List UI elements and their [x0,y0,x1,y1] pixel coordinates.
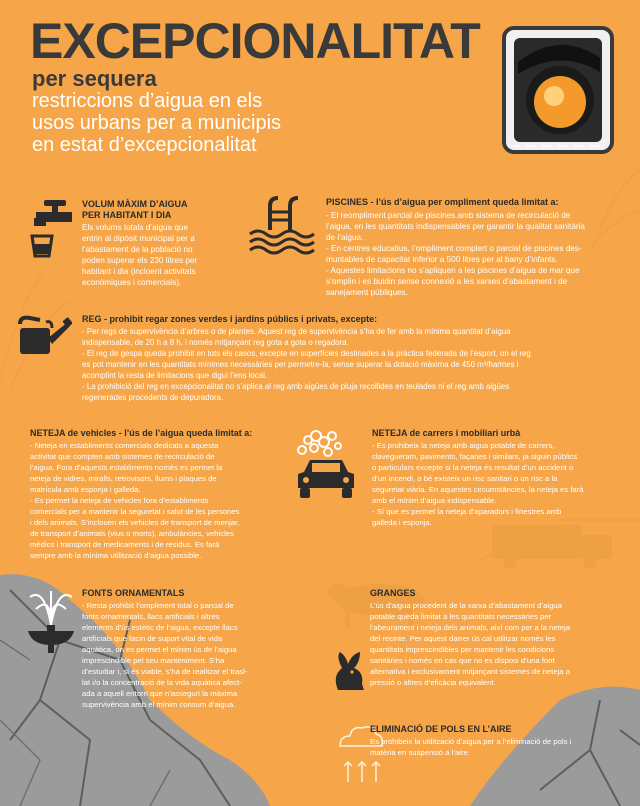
body-line: - En centres educatius, l’ompliment complert o parcial de piscines des- [326,244,582,253]
body-line: - El reg de gespa queda prohibit en tots els casos, excepte en superfícies destinades a la pràctica federada de l’esport, on el reg [82,349,531,358]
tap-and-glass-icon [28,196,78,260]
body-line: ada a aquell entorn que n’asseguri la màxima [82,689,238,698]
body-line: artificials que facin de suport vital de vida [82,634,223,643]
body-line: indispensable, de 20 h a 8 h, i només mitjançant reg gota a gota o regadora. [82,338,349,347]
body-line: s’omplin i es buidin sense connexió a les xarxes d’abastament i de [326,277,568,286]
watering-can-icon [16,314,72,356]
section-title-piscines [326,197,559,208]
body-line: amb el mínim d’aigua indispensable. [372,496,497,505]
body-line: de l’aigua. [326,233,364,242]
page-subtitle: per sequera [32,66,157,91]
body-line: clavegueram, paviments, façanes i similars, ja siguin públics [372,452,578,461]
body-line: lat i/o la concentració de la vida aquàtica afect- [82,678,242,687]
title-line: PER HABITANT I DIA [82,210,172,220]
body-line: mèdics i transport de medicaments i de residus. Es farà [30,540,220,549]
body-line: - Es prohibeix la neteja amb aigua potable de carrers, [372,441,555,450]
page-title: EXCEPCIONALITAT [30,13,480,69]
body-line: i dels animals. S’inclouen els vehicles de transport de menjar, [30,518,240,527]
body-line: l’abeurament i neteja dels animals, així com per a la neteja [370,623,570,632]
body-line: l’abastament de la població no [82,245,193,254]
body-line: elements d’ús estètic de l’aigua, excepte llacs [82,623,238,632]
title-rest: - l’ús d’aigua per ompliment queda limitat a: [368,197,559,207]
section-title-reg [82,314,377,325]
swimming-pool-icon [248,196,316,256]
traffic-light-icon [500,22,618,158]
body-line: poden superar els 230 litres per [82,256,198,265]
section-title-neteja-vehicles [30,428,252,439]
body-line: activitat que compten amb sistemes de recirculació de [30,452,215,461]
intro-text [32,90,472,156]
title-rest: - prohibit regar zones verdes i jardins públics i privats, excepte: [101,314,378,324]
body-line: supervivència amb el mínim consum d’aigua. [82,700,236,709]
body-line: regenerades procedents de depuradora. [82,393,224,402]
body-line: galleda i esponja. [372,518,432,527]
body-line: - Resta prohibit l’ompliment total o parcial de [82,601,234,610]
title-bold: PISCINES [326,197,369,207]
body-line: sempre amb la mínima utilització d’aigua possible. [30,551,202,560]
section-title-neteja-carrers: NETEJA de carrers i mobiliari urbà [372,428,521,438]
title-rest: - l’ús de l’aigua queda limitat a: [116,428,253,438]
intro-line: en estat d’excepcionalitat [32,134,257,156]
section-body-piscines [326,210,626,298]
body-line: quantitats imprescindibles per mantenir les condicions [370,645,555,654]
section-body-volum [82,222,232,288]
section-title-granges: GRANGES [370,588,416,598]
body-line: muntables de capacitat inferior a 500 litres per al bany d’infants. [326,255,558,264]
body-line: l’aigua. Fora d’aquests establiments només es permet la [30,463,223,472]
title-bold: REG [82,314,102,324]
body-line: - Neteja en establiments comercials dedicats a aquesta [30,441,219,450]
body-line: matrícula amb esponja i galleda. [30,485,141,494]
section-title-pols: ELIMINACIÓ DE POLS EN L’AIRE [370,724,512,734]
body-line: alternativa i exclusivament mitjançant sistemes de neteja a [370,667,570,676]
body-line: d’estudiar i, si és viable, s’ha de realitzar el trasl- [82,667,248,676]
body-line: es pot mantenir en les quantitats mínimes necessàries per permetre-la, sense superar la dotació màxima de 450 m³/ha/mes i [82,360,519,369]
body-line: - Aquestes limitacions no s’apliquen a les piscines d’aigua de mar que [326,266,580,275]
body-line: - Es permet la neteja de vehicles fora d’establiments [30,496,209,505]
title-bold: NETEJA de vehicles [30,428,117,438]
fountain-icon [26,585,76,653]
section-body-neteja-vehicles [30,440,278,561]
intro-line: restriccions d’aigua en els [32,90,263,112]
body-line: aquàtica, on es permet el mínim ús de l’aigua [82,645,237,654]
body-line: - Sí que es permet la neteja d’aparadors i finestres amb [372,507,562,516]
body-line: comercials per a mantenir la seguretat i salut de les persones [30,507,240,516]
body-line: L’ús d’aigua procedent de la xarxa d’abastament d’aigua [370,601,562,610]
body-line: matèria en suspensió a l’aire. [370,748,470,757]
section-body-pols [370,736,628,758]
body-line: econòmiques i comercials). [82,278,182,287]
body-line: habitant i dia (incloent activitats [82,267,196,276]
section-body-reg [82,326,627,403]
body-line: sanejament públiques. [326,288,408,297]
body-line: - El reompliment parcial de piscines amb sistema de recirculació de [326,211,571,220]
body-line: - Per regs de supervivència d’arbres o de plantes. Aquest reg de supervivència s’ha de fer amb la mínima quantitat d’aigua [82,327,511,336]
car-wash-icon [294,430,358,502]
body-line: fonts ornamentals, llacs artificials i altres [82,612,220,621]
body-line: - La prohibició del reg en excepcionalitat no s’aplica al reg amb aigües de pluja recollides en teulades ni el reg amb aigües [82,382,510,391]
body-line: l’aigua, en les quantitats indispensables per garantir la qualitat sanitària [326,222,585,231]
body-line: entrin al dipòsit municipal per a [82,234,195,243]
section-title-volum [82,199,188,221]
body-line: seguretat viària. En aquestes circumstàncies, la neteja es farà [372,485,584,494]
section-body-neteja-carrers [372,440,627,528]
body-line: neteja de vidres, miralls, retrovisors, llums i plaques de [30,474,217,483]
body-line: del recinte. Per aquest darrer ús cal utilitzar només les [370,634,556,643]
intro-line: usos urbans per a municipis [32,112,282,134]
body-line: d’un incendi, o bé existeix un risc sanitari o un risc a la [372,474,558,483]
body-line: pressió o altres d’eficàcia equivalent. [370,678,496,687]
section-body-fonts [82,600,282,710]
body-line: imprescindible pel seu manteniment. S’ha [82,656,225,665]
body-line: potable queda limitat a les quantitats necessàries per [370,612,552,621]
body-line: acomplint la resta de limitacions que digui l’ens local. [82,371,268,380]
body-line: de transport d’animals (vius o morts), ambulàncies, vehicles [30,529,234,538]
rabbit-icon [330,650,366,692]
title-line: VOLUM MÀXIM D’AIGUA [82,199,188,209]
body-line: sanitàries i només en cas que no es disposi d’una font [370,656,555,665]
body-line: Es prohibeix la utilització d’aigua per a l’eliminació de pols i [370,737,572,746]
body-line: Els volums totals d’aigua que [82,223,189,232]
section-title-fonts: FONTS ORNAMENTALS [82,588,185,598]
body-line: o particulars excepte si la neteja és resultat d’un accident o [372,463,574,472]
section-body-granges [370,600,628,688]
